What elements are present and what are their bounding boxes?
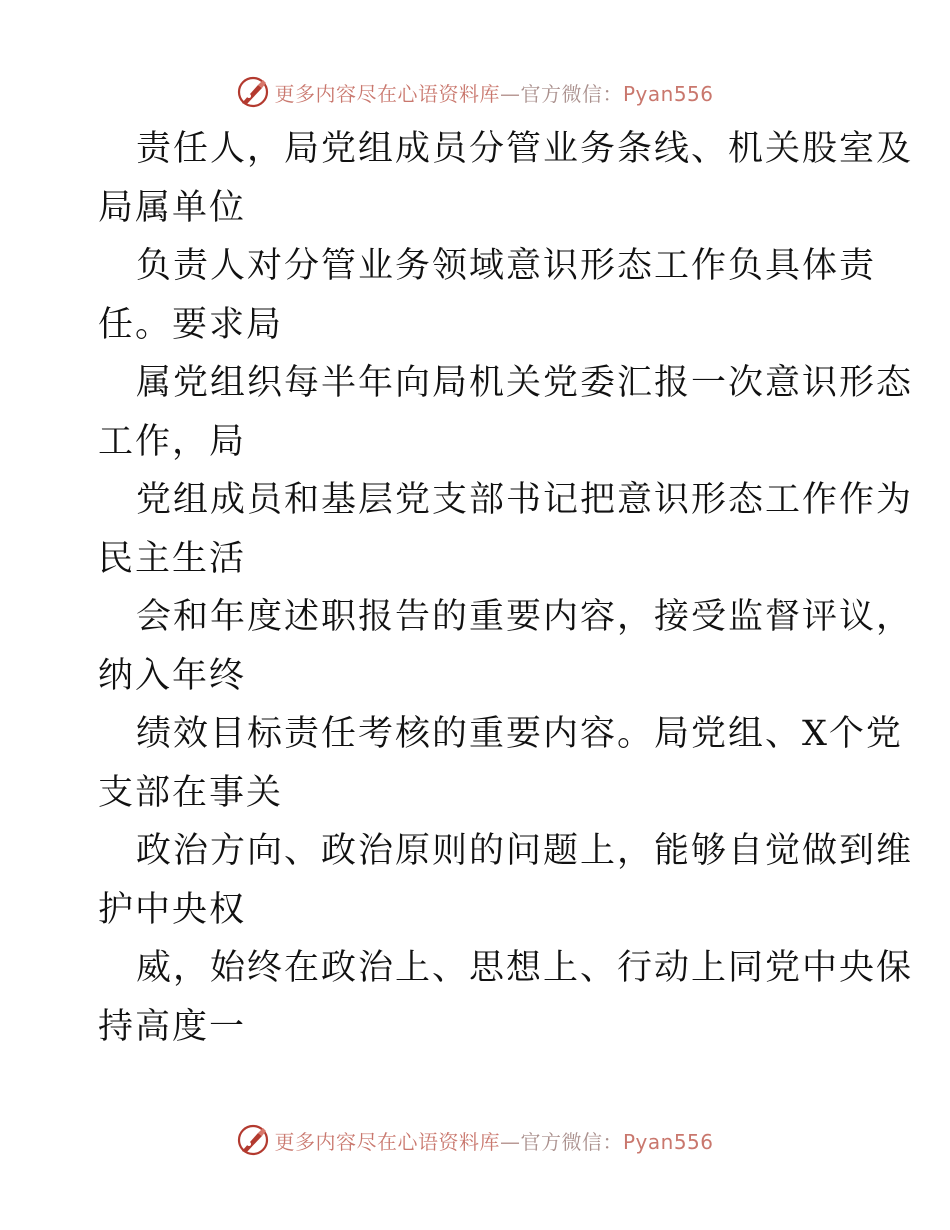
body-line: 党组成员和基层党支部书记把意识形态工作作为	[136, 480, 914, 520]
pen-logo-icon	[236, 75, 270, 109]
footer-wechat-label: 官方微信：	[520, 1129, 623, 1154]
body-line: 护中央权	[98, 889, 247, 930]
body-line: 绩效目标责任考核的重要内容。局党组、X个党	[136, 714, 903, 754]
page-footer	[0, 1120, 950, 1160]
body-line: 民主生活	[98, 538, 247, 579]
body-line: 属党组织每半年向局机关党委汇报一次意识形态	[136, 363, 914, 403]
body-line: 支部在事关	[98, 772, 284, 813]
body-line: 威，始终在政治上、思想上、行动上同党中央保	[136, 948, 914, 988]
header-brand: 更多内容尽在心语资料库	[274, 81, 500, 106]
footer-brand: 更多内容尽在心语资料库	[274, 1129, 500, 1154]
body-line: 工作，局	[98, 421, 247, 462]
header-dash: —	[499, 81, 521, 106]
body-line: 纳入年终	[98, 655, 247, 696]
body-line: 会和年度述职报告的重要内容，接受监督评议，	[136, 597, 914, 637]
body-line: 政治方向、政治原则的问题上，能够自觉做到维	[136, 831, 914, 871]
footer-wechat-id: Pyan556	[622, 1129, 714, 1154]
body-line: 责任人，局党组成员分管业务条线、机关股室及	[136, 129, 914, 169]
body-line: 负责人对分管业务领域意识形态工作负具体责	[136, 246, 877, 286]
page-header	[0, 72, 950, 112]
body-line: 局属单位	[98, 187, 247, 228]
document-body	[98, 120, 914, 1056]
footer-dash: —	[499, 1129, 521, 1154]
footer-banner-text	[274, 1126, 713, 1155]
header-banner-text	[274, 78, 713, 107]
header-wechat-id: Pyan556	[622, 81, 714, 106]
pen-logo-icon	[236, 1123, 270, 1157]
body-line: 持高度一	[98, 1006, 247, 1047]
body-line: 任。要求局	[98, 304, 284, 345]
header-wechat-label: 官方微信：	[520, 81, 623, 106]
